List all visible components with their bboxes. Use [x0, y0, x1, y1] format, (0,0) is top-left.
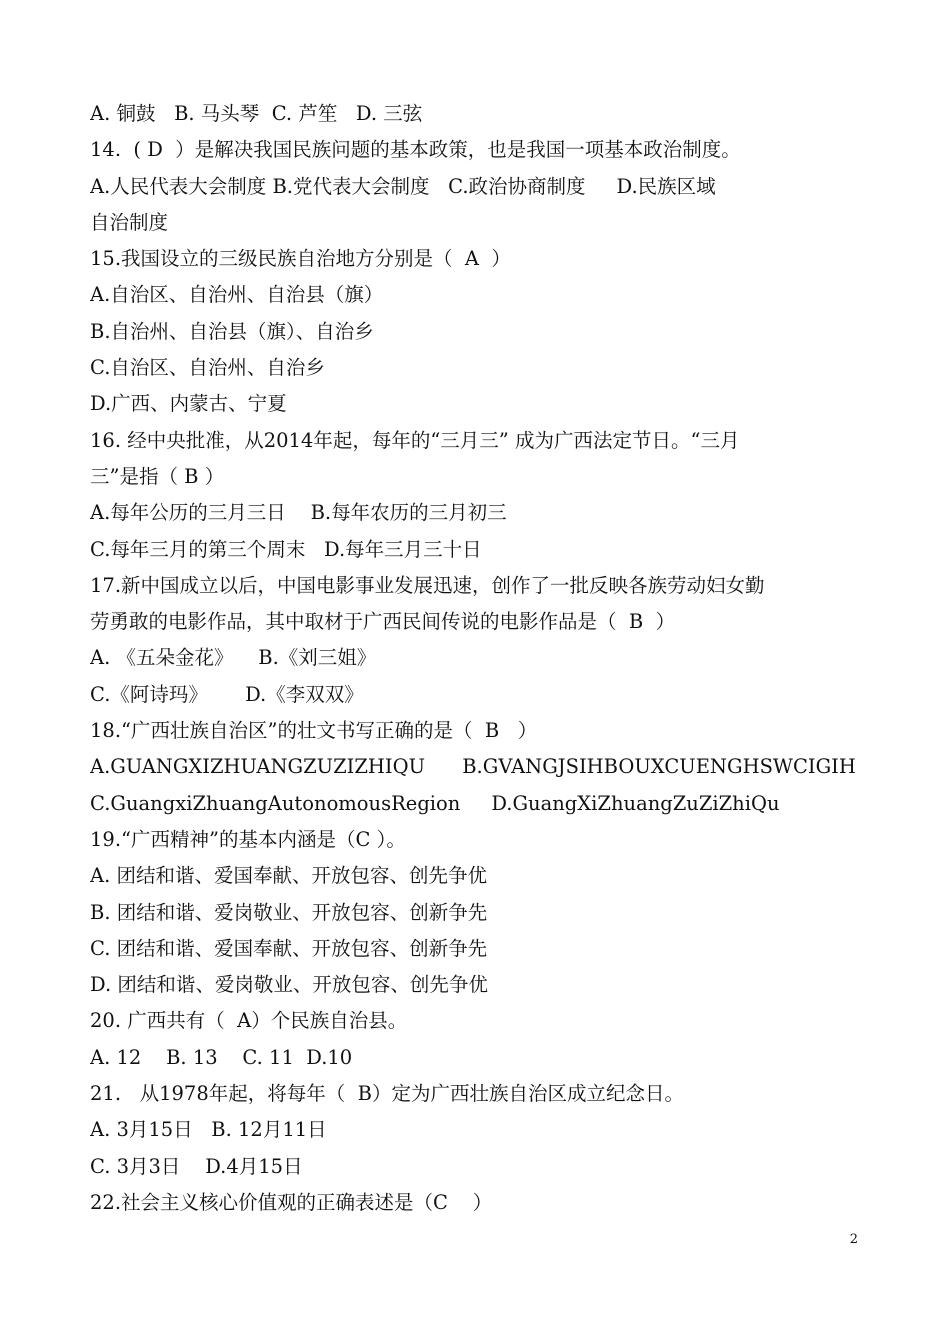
text-line: B.自治州、自治县（旗）、自治乡 — [90, 319, 374, 343]
text-line: A.人民代表大会制度 B.党代表大会制度 C.政治协商制度 D.民族区域 — [90, 174, 716, 198]
question-text-block — [90, 96, 870, 1221]
text-line: C.GuangxiZhuangAutonomousRegion D.GuangXiZhuangZuZiZhiQu — [90, 791, 780, 815]
text-line: A. 12 B. 13 C. 11 D.10 — [90, 1045, 353, 1069]
text-line: C.每年三月的第三个周末 D.每年三月三十日 — [90, 537, 482, 561]
text-line: C. 团结和谐、爱国奉献、开放包容、创新争先 — [90, 936, 488, 960]
text-line: 自治制度 — [90, 210, 169, 234]
text-line: A. 《五朵金花》 B.《刘三姐》 — [90, 646, 377, 670]
text-line: 16. 经中央批准，从2014年起，每年的“三月三” 成为广西法定节日。“三月 — [90, 428, 740, 452]
text-line: 劳勇敢的电影作品，其中取材于广西民间传说的电影作品是（ B ） — [90, 610, 676, 634]
text-line: 三”是指（ B ） — [90, 464, 225, 488]
text-line: 19.“广西精神”的基本内涵是（C ）。 — [90, 827, 406, 851]
text-line: 22.社会主义核心价值观的正确表述是（C ） — [90, 1190, 493, 1214]
text-line: 17.新中国成立以后，中国电影事业发展迅速，创作了一批反映各族劳动妇女勤 — [90, 573, 765, 597]
page-number: 2 — [849, 1232, 858, 1247]
text-line: A.每年公历的三月三日 B.每年农历的三月初三 — [90, 501, 507, 525]
text-line: C.《阿诗玛》 D.《李双双》 — [90, 682, 364, 706]
text-line: A. 铜鼓 B. 马头琴 C. 芦笙 D. 三弦 — [90, 102, 423, 125]
text-line: 20. 广西共有（ A）个民族自治县。 — [90, 1009, 408, 1033]
text-line: A.自治区、自治州、自治县（旗） — [90, 283, 384, 307]
text-line: 21. 从1978年起，将每年（ B）定为广西壮族自治区成立纪念日。 — [90, 1082, 684, 1106]
text-line: 15.我国设立的三级民族自治地方分别是（ A ） — [90, 247, 511, 271]
text-line: 14. ( D ）是解决我国民族问题的基本政策，也是我国一项基本政治制度。 — [90, 138, 741, 162]
text-line: A.GUANGXIZHUANGZUZIZHIQU B.GVANGJSIHBOUXCUENGHSWCIGIH — [90, 755, 856, 779]
text-line: A. 团结和谐、爱国奉献、开放包容、创先争优 — [90, 864, 487, 888]
text-line: B. 团结和谐、爱岗敬业、开放包容、创新争先 — [90, 900, 488, 924]
text-line: A. 3月15日 B. 12月11日 — [90, 1118, 327, 1142]
text-line: C.自治区、自治州、自治乡 — [90, 356, 325, 380]
text-line: D. 团结和谐、爱岗敬业、开放包容、创先争优 — [90, 973, 488, 997]
text-line: 18.“广西壮族自治区”的壮文书写正确的是（ B ） — [90, 719, 538, 743]
text-line: D.广西、内蒙古、宁夏 — [90, 392, 287, 416]
text-line: C. 3月3日 D.4月15日 — [90, 1154, 303, 1178]
